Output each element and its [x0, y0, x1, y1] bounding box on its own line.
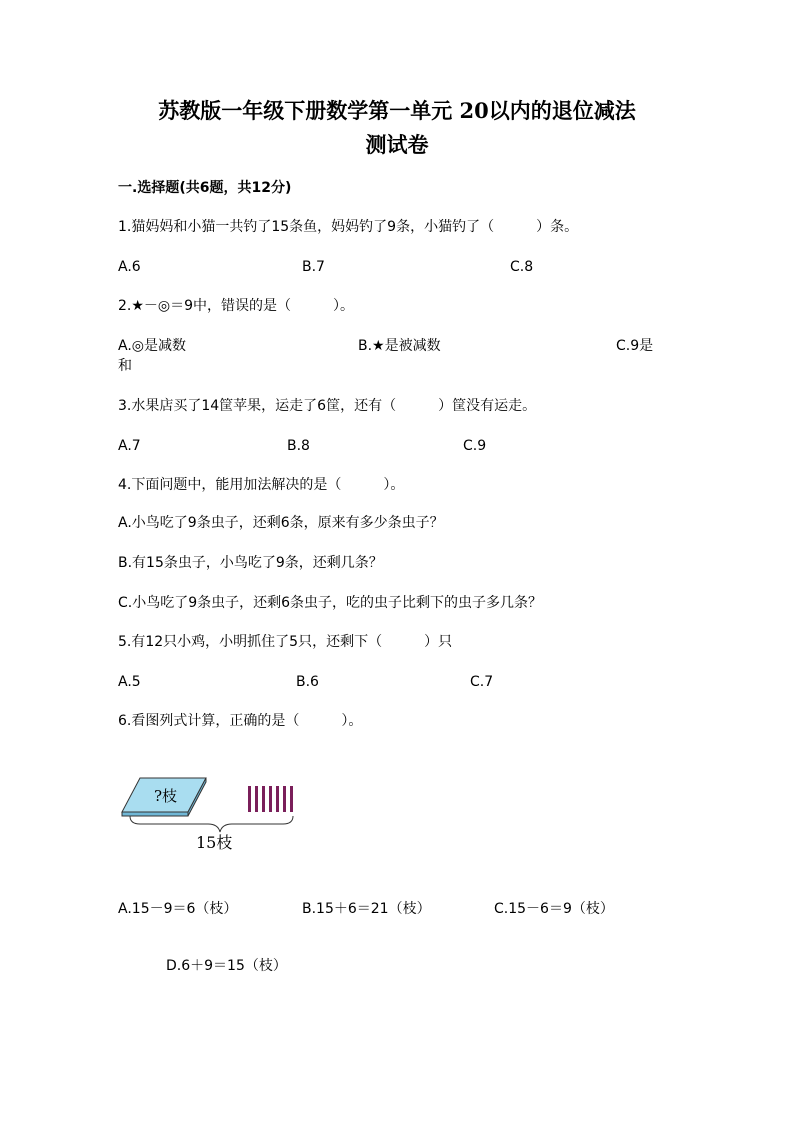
- question-4-option-b: B.有15条虫子，小鸟吃了9条，还剩几条？: [118, 555, 383, 571]
- stick: [262, 786, 265, 812]
- stick: [276, 786, 279, 812]
- page-title-line2: 测试卷: [365, 132, 429, 157]
- total-brace: [130, 816, 293, 832]
- question-5-option-a: A.5: [118, 674, 141, 690]
- question-6-option-b: B.15＋6＝21（枝）: [302, 901, 431, 917]
- question-1-option-b: B.7: [302, 259, 325, 275]
- question-3-option-c: C.9: [463, 438, 487, 454]
- question-6-option-c: C.15－6＝9（枝）: [494, 901, 614, 917]
- question-1-option-c: C.8: [510, 259, 534, 275]
- question-1-stem: 1.猫妈妈和小猫一共钓了15条鱼，妈妈钓了9条，小猫钓了（ ）条。: [118, 219, 579, 235]
- question-1-option-a: A.6: [118, 259, 141, 275]
- question-3-option-b: B.8: [287, 438, 310, 454]
- box-shape-edge: [122, 812, 188, 816]
- stick: [255, 786, 258, 812]
- question-6-figure: [118, 766, 318, 856]
- question-4-stem: 4.下面问题中，能用加法解决的是（ ）。: [118, 477, 405, 493]
- pencil-diagram: [118, 766, 318, 856]
- question-6-option-a: A.15－9＝6（枝）: [118, 901, 238, 917]
- stick-group: [248, 786, 293, 812]
- question-6-stem: 6.看图列式计算，正确的是（ ）。: [118, 713, 363, 729]
- question-3-option-a: A.7: [118, 438, 141, 454]
- box-label: ?枝: [154, 787, 178, 805]
- question-5-option-b: B.6: [296, 674, 319, 690]
- question-2-stem: 2.★－◎＝9中，错误的是（ ）。: [118, 298, 355, 314]
- question-4-option-c: C.小鸟吃了9条虫子，还剩6条虫子，吃的虫子比剩下的虫子多几条？: [118, 595, 543, 611]
- stick: [248, 786, 251, 812]
- question-2-option-c: C.9是: [616, 338, 654, 354]
- question-3-stem: 3.水果店买了14筐苹果，运走了6筐，还有（ ）筐没有运走。: [118, 398, 537, 414]
- question-5-stem: 5.有12只小鸡，小明抓住了5只，还剩下（ ）只: [118, 634, 453, 650]
- question-2-option-b: B.★是被减数: [358, 338, 441, 354]
- section-heading: 一.选择题(共6题，共12分): [118, 180, 292, 196]
- stick: [283, 786, 286, 812]
- question-2-option-a: A.◎是减数: [118, 338, 186, 354]
- stick: [269, 786, 272, 812]
- question-2-option-c-wrap: 和: [118, 358, 132, 374]
- question-4-option-a: A.小鸟吃了9条虫子，还剩6条，原来有多少条虫子？: [118, 515, 444, 531]
- page-title: 苏教版一年级下册数学第一单元 20以内的退位减法: [158, 98, 636, 123]
- question-6-option-d: D.6＋9＝15（枝）: [166, 958, 287, 974]
- question-5-option-c: C.7: [470, 674, 494, 690]
- total-label: 15枝: [196, 833, 233, 852]
- stick: [290, 786, 293, 812]
